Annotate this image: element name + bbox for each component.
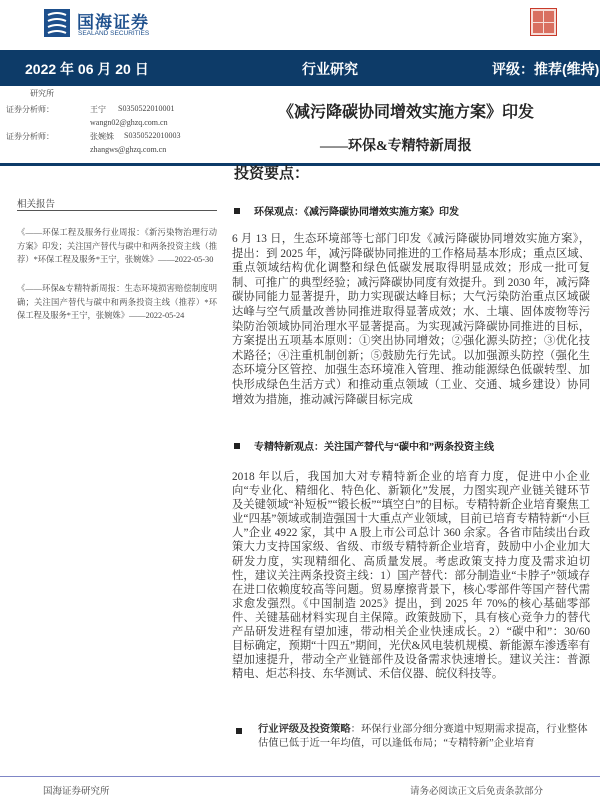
analyst-name: 张婉姝 (90, 132, 114, 141)
strategy-title: 行业评级及投资策略 (258, 724, 351, 735)
footer-divider (0, 776, 600, 777)
bullet-square-icon (234, 443, 240, 449)
analyst-email[interactable]: wangn02@ghzq.com.cn (90, 118, 168, 127)
logo-text-cn: 国海证券 (77, 13, 149, 32)
report-title: 《减污降碳协同增效实施方案》印发 (278, 104, 535, 121)
institute-label: 研究所 (30, 89, 54, 98)
strategy-paragraph (258, 723, 590, 751)
related-reports-heading: 相关报告 (17, 200, 56, 210)
section-body-env: 6 月 13 日，生态环境部等七部门印发《减污降碳协同增效实施方案》，提出：到 2025 年，减污降碳协同推进的工作格局基本形成；重点区域、重点领域结构优化调整和绿色低碳发展取得明显成效；形成一批可复制、可推广的典型经验；减污降碳协同度有效提升。到 2030 年，减污降碳协同能力显著提升，助力实现碳达峰目标；大气污染防治重点区域碳达峰与空气质量改善协同推进取得显著成效；水、土壤、固体废物等污染防治领域协同治理水平显著提高。为实现减污降碳协同推进的目标，方案提出五项基本原则：①突出协同增效；②强化源头防控；③优化技术路径；④注重机制创新；⑤鼓励先行先试。以加强源头防控（强化生态环境分区管控、加强生态环境准入管理、推动能源绿色低碳转型、加快形成绿色生活方式）和推动重点领域（工业、交通、城乡建设）协同增效为措施，推动减污降碳目标完成 (232, 233, 590, 406)
header-bar (0, 50, 600, 86)
bullet-square-icon (236, 728, 242, 734)
footer-left: 国海证券研究所 (43, 787, 110, 797)
logo-text-en: SEALAND SECURITIES (78, 30, 150, 37)
analyst-license: S0350522010003 (124, 131, 181, 140)
logo-mark-icon (44, 9, 70, 37)
related-divider (17, 210, 217, 211)
bullet-square-icon (234, 208, 240, 214)
section-body-srdi: 2018 年以后，我国加大对专精特新企业的培育力度，促进中小企业向“专业化、精细化、特色化、新颖化”发展，力图实现产业链关键环节及关键领域“补短板”“锻长板”“填空白”的目标。专精特新企业培育聚焦工业“四基”领域或制造强国十大重点产业领域，目前已培育专精特新“小巨人”企业 4922 家，其中 A 股上市公司总计 360 余家。各省市陆续出台政策大力支持国家级、省级、市级专精特新企业培育，鼓励中小企业加大研发力度，实现精细化、高质量发展。考虑政策支持力度及需求迫切性，建议关注两条投资主线：1）国产替代：部分制造业“卡脖子”领域存在进口依赖度较高等问题。贸易摩擦背景下，核心零部件等国产替代需求愈发强烈。《中国制造 2025》提出，到 2025 年 70%的核心基础零部件、关键基础材料实现自主保障。政策鼓励下，具有核心竞争力的替代产品研发进程有望加速，带动相关企业快速成长。2）“碳中和”：30/60 目标确定，预期“十四五”期间，光伏&风电装机规模、新能源车渗透率有望加速提升，带动全产业链部件及设备需求快速增长。建议关注：普源精电、炬芯科技、东华测试、禾信仪器、皖仪科技等。 (232, 471, 590, 681)
section-heading-srdi (234, 438, 494, 453)
related-report-item[interactable]: 《——环保工程及服务行业周报：《新污染物治理行动方案》印发；关注国产替代与碳中和两条投资主线（推荐）*环保工程及服务*王宁，张婉姝》——2022-05-30 (17, 228, 217, 264)
related-report-item[interactable]: 《——环保&专精特新周报：生态环境损害赔偿制度明确；关注国产替代与碳中和两条投资主线（推荐）*环保工程及服务*王宁，张婉姝》——2022-05-24 (17, 284, 217, 320)
analyst-role: 证券分析师： (6, 132, 54, 141)
analyst-role: 证券分析师： (6, 105, 54, 114)
section-title: 专精特新观点：关注国产替代与“碳中和”两条投资主线 (254, 442, 494, 453)
section-heading-env (234, 203, 459, 218)
key-points-heading: 投资要点： (234, 166, 310, 182)
analyst-license: S0350522010001 (118, 104, 175, 113)
strategy-body: ：环保行业部分细分赛道中短期需求提高，行业整体估值已低于近一年均值，可以逢低布局；“专精特新”企业培育 (258, 724, 588, 749)
section-title: 环保观点：《减污降碳协同增效实施方案》印发 (254, 207, 459, 218)
seal-stamp-icon (530, 8, 557, 36)
report-date: 2022 年 06 月 20 日 (25, 61, 149, 77)
report-subtitle: ——环保&专精特新周报 (320, 139, 472, 154)
report-rating: 评级：推荐(维持) (492, 61, 600, 77)
report-category: 行业研究 (302, 61, 358, 77)
analyst-email[interactable]: zhangws@ghzq.com.cn (90, 145, 167, 154)
analyst-name: 王宁 (90, 105, 106, 114)
footer-right: 请务必阅读正文后免责条款部分 (410, 787, 544, 797)
company-logo (44, 8, 169, 40)
